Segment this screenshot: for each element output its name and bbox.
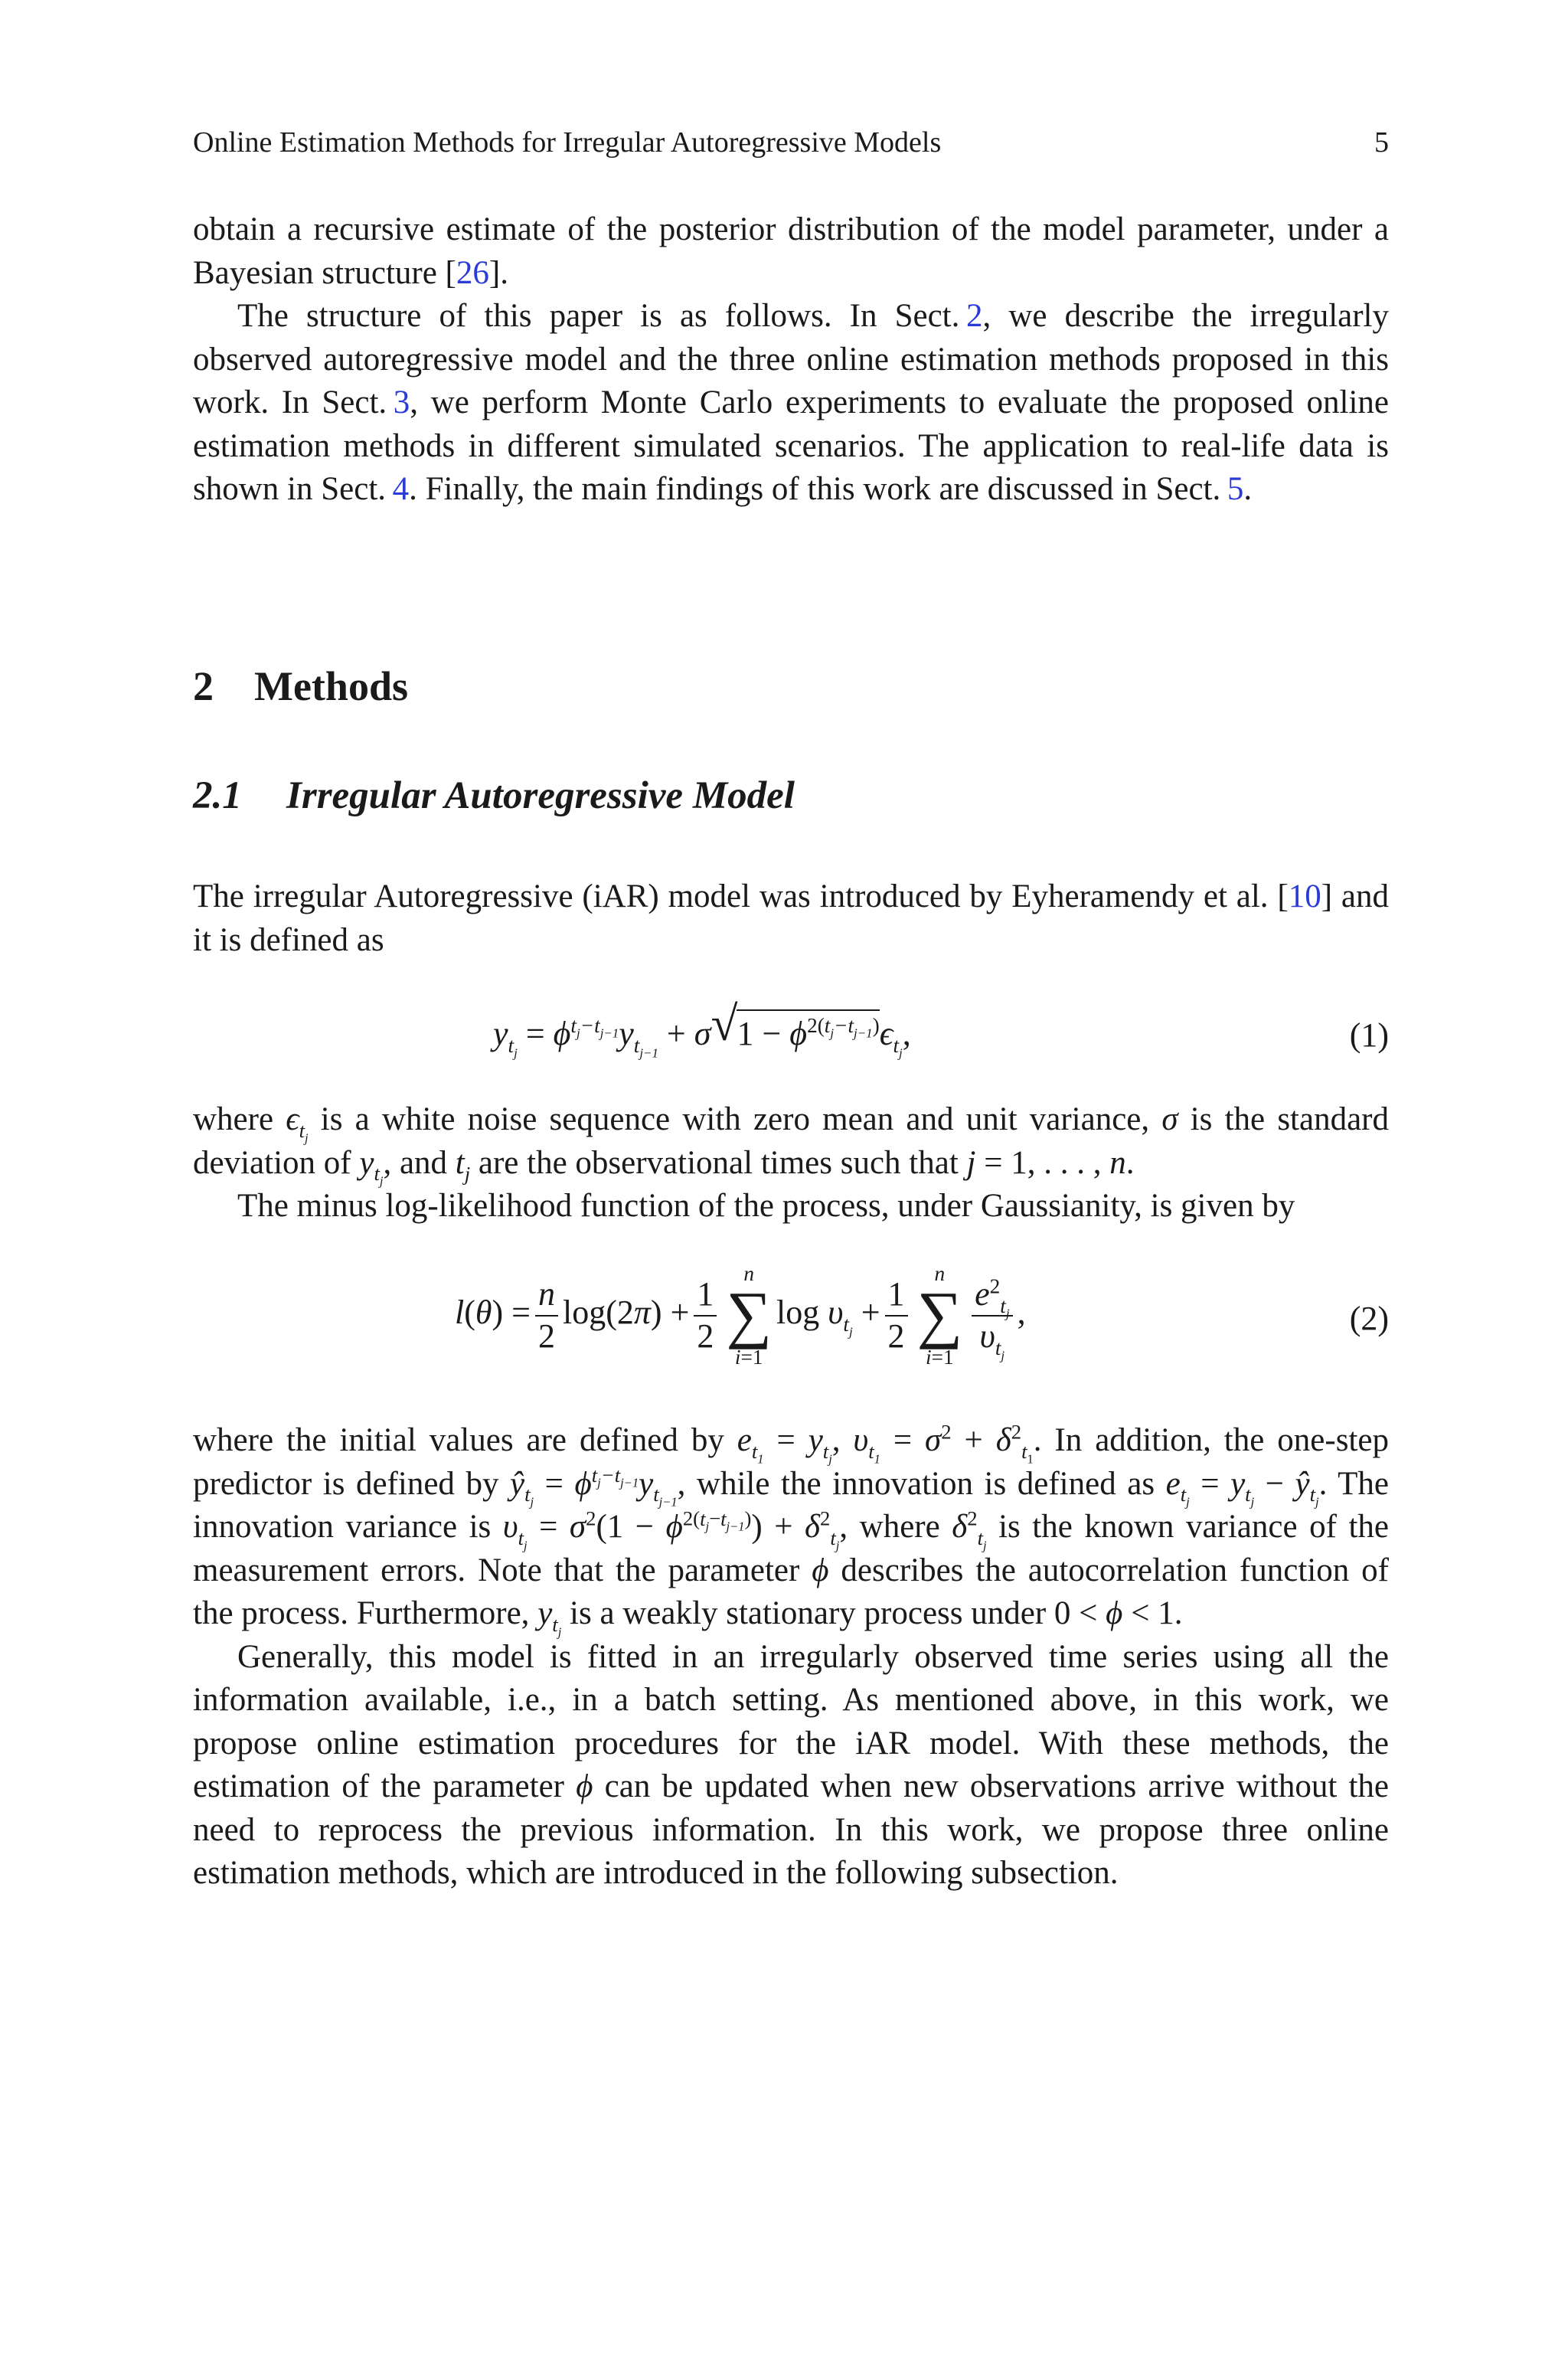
where-paragraph-1: where $\epsilon_{t_j}$ is a white noise sequence with zero mean and unit variance, σ is the standard deviation of $y_{t_j}$, and $t_j$ are the observational times such that j = 1, . . . , n. The minus log-likelihood function of the process, under Gaussianity, is given by	[193, 1098, 1389, 1228]
subsection-title: Irregular Autoregressive Model	[286, 774, 795, 817]
final-paragraph: Generally, this model is fitted in an irregularly observed time series using all the information available, i.e., in a batch setting. As mentioned above, in this work, we propose online estimation procedures for the iAR model. With these methods, the estimation of the parameter ϕ can be updated when new observations arrive without the need to reprocess the previous information. In this work, we propose three online estimation methods, which are introduced in the following subsection.	[193, 1638, 1390, 1891]
equation-1-number: (1)	[1349, 1016, 1389, 1054]
section-title: Methods	[254, 663, 408, 709]
intro-block	[193, 208, 1389, 512]
citation-link[interactable]: 10	[1288, 878, 1321, 914]
page-number: 5	[1374, 126, 1389, 159]
equation-2-body: l(θ) = $\frac{n}{2}$ log(2π) + $\frac{1}{2}$ n ∑ i=1 $\log \upsilon_{t_j}$ + $\frac{1}{2}$ n ∑ i=1 $\frac{e^2_{t_j}}{\upsilon_{t_j}}$ ,	[455, 1262, 1026, 1369]
equation-2	[193, 1262, 1389, 1377]
section-number: 2	[193, 663, 214, 709]
running-title: Online Estimation Methods for Irregular Autoregressive Models	[193, 126, 942, 159]
equation-1	[193, 988, 1389, 1072]
model-paragraph: The irregular Autoregressive (iAR) model was introduced by Eyheramendy et al. [10] and it is defined as	[193, 878, 1389, 958]
intro-paragraph-2: The structure of this paper is as follows. In Sect. 2, we describe the irregularly observed autoregressive model and the three online estimation methods proposed in this work. In Sect. 3, we perform Monte Carlo experiments to evaluate the proposed online estimation methods in different simulated scenarios. The application to real-life data is shown in Sect. 4. Finally, the main findings of this work are discussed in Sect. 5.	[193, 298, 1390, 507]
likelihood-intro: The minus log-likelihood function of the process, under Gaussianity, is given by	[237, 1188, 1295, 1224]
subsection-number: 2.1	[193, 774, 242, 817]
equation-2-number: (2)	[1349, 1300, 1389, 1337]
section-ref-link[interactable]: 2	[966, 298, 983, 334]
section-ref-link[interactable]: 5	[1227, 471, 1244, 507]
citation-link[interactable]: 26	[456, 254, 489, 291]
subsection-heading	[193, 772, 795, 819]
section-heading	[193, 662, 408, 711]
where-paragraph-2: where the initial values are defined by $e_{t_1} = y_{t_j}$, $\upsilon_{t_1} = \sigma^2 + \delta^2_{t_1}$. In addition, the one-step predictor is defined by $ŷ_{t_j} = \phi^{t_j-t_{j-1}}y_{t_{j-1}}$, while the innovation is defined as $e_{t_j} = y_{t_j}$ − $ŷ_{t_j}$. The innovation variance is $\upsilon_{t_j} = \sigma^2(1 - \phi^{2(t_j-t_{j-1})}) + \delta^2_{t_j}$, where $\delta^2_{t_j}$ is the known variance of the measurement errors. Note that the parameter ϕ describes the autocorrelation function of the process. Furthermore, $y_{t_j}$ is a weakly stationary process under 0 < ϕ < 1. Generally, this model is fitted in an irregularly observed time series using all the information available, i.e., in a batch setting. As mentioned above, in this work, we propose online estimation procedures for the iAR model. With these methods, the estimation of the parameter ϕ can be updated when new observations arrive without the need to reprocess the previous information. In this work, we propose three online estimation methods, which are introduced in the following subsection.	[193, 1419, 1389, 1896]
section-ref-link[interactable]: 4	[392, 471, 410, 507]
section-ref-link[interactable]: 3	[393, 384, 410, 420]
intro-paragraph-1: obtain a recursive estimate of the posterior distribution of the model parameter, under a Bayesian structure [26].	[193, 211, 1389, 291]
equation-1-body: $y_{t_j} = \phi^{t_j-t_{j-1}}y_{t_{j-1}} + \sigma$ √ $1 - \phi^{2(t_j-t_{j-1})}\epsilon_{t_j}$,	[493, 996, 911, 1061]
